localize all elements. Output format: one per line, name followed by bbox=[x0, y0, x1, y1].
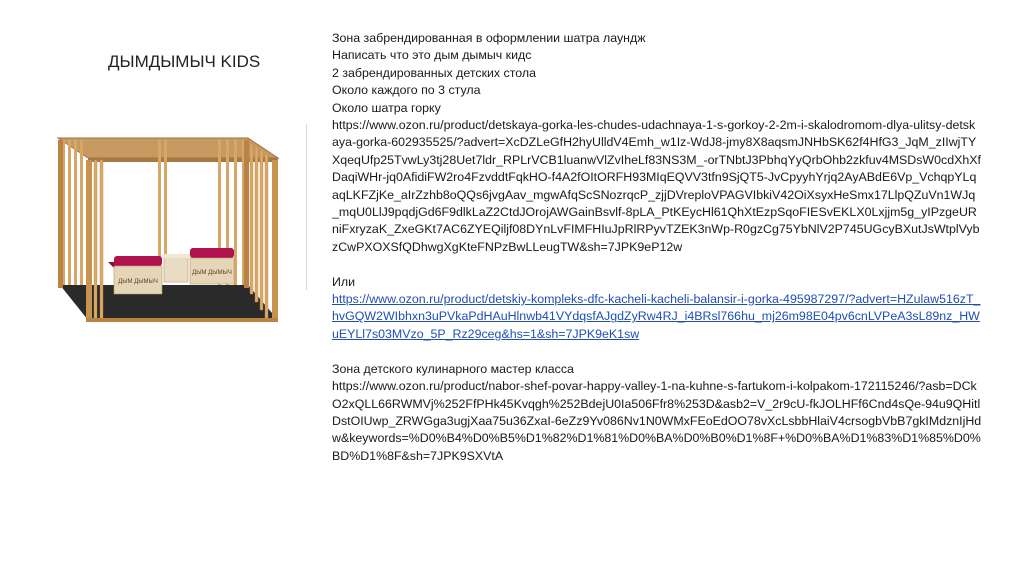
line-5: Около шатра горку bbox=[332, 100, 441, 115]
or-label: Или bbox=[332, 274, 356, 289]
table-center bbox=[162, 254, 190, 282]
post-front-right bbox=[272, 160, 278, 322]
line-2: Написать что это дым дымыч кидс bbox=[332, 48, 532, 63]
bench-left bbox=[108, 256, 162, 294]
slide-divider bbox=[306, 124, 307, 290]
side-slats bbox=[250, 144, 268, 318]
bench-label-right: ДЫМ ДЫМЫЧ bbox=[192, 270, 232, 276]
post-front-left bbox=[86, 160, 92, 322]
bench-label-left: ДЫМ ДЫМЫЧ bbox=[118, 279, 158, 285]
url-kids-complex-link[interactable]: https://www.ozon.ru/product/detskiy-kompleks-dfc-kacheli-kacheli-balansir-i-gorka-495987297/?advert=HZulaw516zT_hvGQW2WIbhxn3uPVkaPdHAuHlnwb41VYdqsfAJgdZyRw4RJ_i4BRsl766hu_mj26m98E04pv6cnLVPeA3sL89nz_HWuEYLl7s03MVzo_5P_Rz29ceg&hs=1&sh=7JPK9eK1sw bbox=[332, 292, 981, 341]
line-1: Зона забрендированная в оформлении шатра лаундж bbox=[332, 31, 646, 45]
tent-floor bbox=[60, 285, 278, 320]
url-slide-product: https://www.ozon.ru/product/detskaya-gorka-les-chudes-udachnaya-1-s-gorkoy-2-2m-i-skalodromom-dlya-ulitsy-detskaya-gorka-602935525/?advert=XcDZLeGfH2hyUlldV4Emh_w1Iz-WdJ8-jmy8X8aqsmJNHbSK62f4HfG3_JqM_zIIwjTYXqeqUfp25TvwLy3tj28Uet7ldr_RPLrVCB1luanwVlZvIheLf83NS3M_-orTNbtJ3PbhqYyQrbOhb2zkfuv4MSDsW0cdXhXfDaqiWHr-jq0AfidiFW2ro4FzvddtFqkHO-f4A2fOItORFH93MIqEQVV3tfn9SjQT5-JvCpyyhYrjq2AyABdE6Vp_VchqpYLqaqLKFZjKe_aIrZzhb8oQQs6jvgAav_mgwAfqScSNozrqcP_zjjDVreploVPAGVIbkiV42OiXsyxHeSmx17LlpQZuVn1WJq_mqU0LlJ9pqdjGd6F9dlkLaZ2CtdJOrojAWGainBsvlf-8pLA_PtKEycHl61QhXtEzpSqoFIESvEKLX0Lxjjm5g_yIPzgeURniFxryzaK_ZxeGKt7AC6ZYEQiljf08DYnLvFIMFHIuJpRlRPyvTZEK3nWp-R0gzCg75YbNlV2P745UGcyBXutJsWtplVybzCwPXOXSfQDhwgXgKteFNPzBwLLeugTW&sh=7JPK9eP12w bbox=[332, 118, 981, 254]
slide-title: ДЫМДЫМЫЧ KIDS bbox=[108, 52, 261, 71]
notes-text bbox=[332, 30, 982, 465]
culinary-zone-label: Зона детского кулинарного мастер класса bbox=[332, 361, 574, 376]
line-4: Около каждого по 3 стула bbox=[332, 83, 481, 98]
url-chef-set: https://www.ozon.ru/product/nabor-shef-povar-happy-valley-1-na-kuhne-s-fartukom-i-kolpakom-172115246/?asb=DCkO2xQLL66RWMVj%252FfPHk45Kvqgh%252BdejU0Ia506Ffr8%253D&asb2=V_2r9cU-fkJOLHFf6Cnd4sQe-94u9QHitlDstOIUwp_ZRWGga3ugjXaa75u36ZxaI-6eZz9Yv086Nv1N0WMxFEoEdOO78vXcLsbbHlaiV4crsogbVbB7gkIMdznIjHdw&keywords=%D0%B4%D0%B5%D1%82%D1%81%D0%BA%D0%B0%D1%8F+%D0%BA%D1%83%D1%85%D0%BD%D1%8F&sh=7JPK9SXVtA bbox=[332, 379, 982, 463]
post-back-left bbox=[58, 140, 63, 288]
bench-right bbox=[190, 248, 234, 284]
lounge-tent-image bbox=[38, 130, 288, 350]
post-back-right bbox=[244, 140, 249, 288]
line-3: 2 забрендированных детских стола bbox=[332, 65, 537, 80]
